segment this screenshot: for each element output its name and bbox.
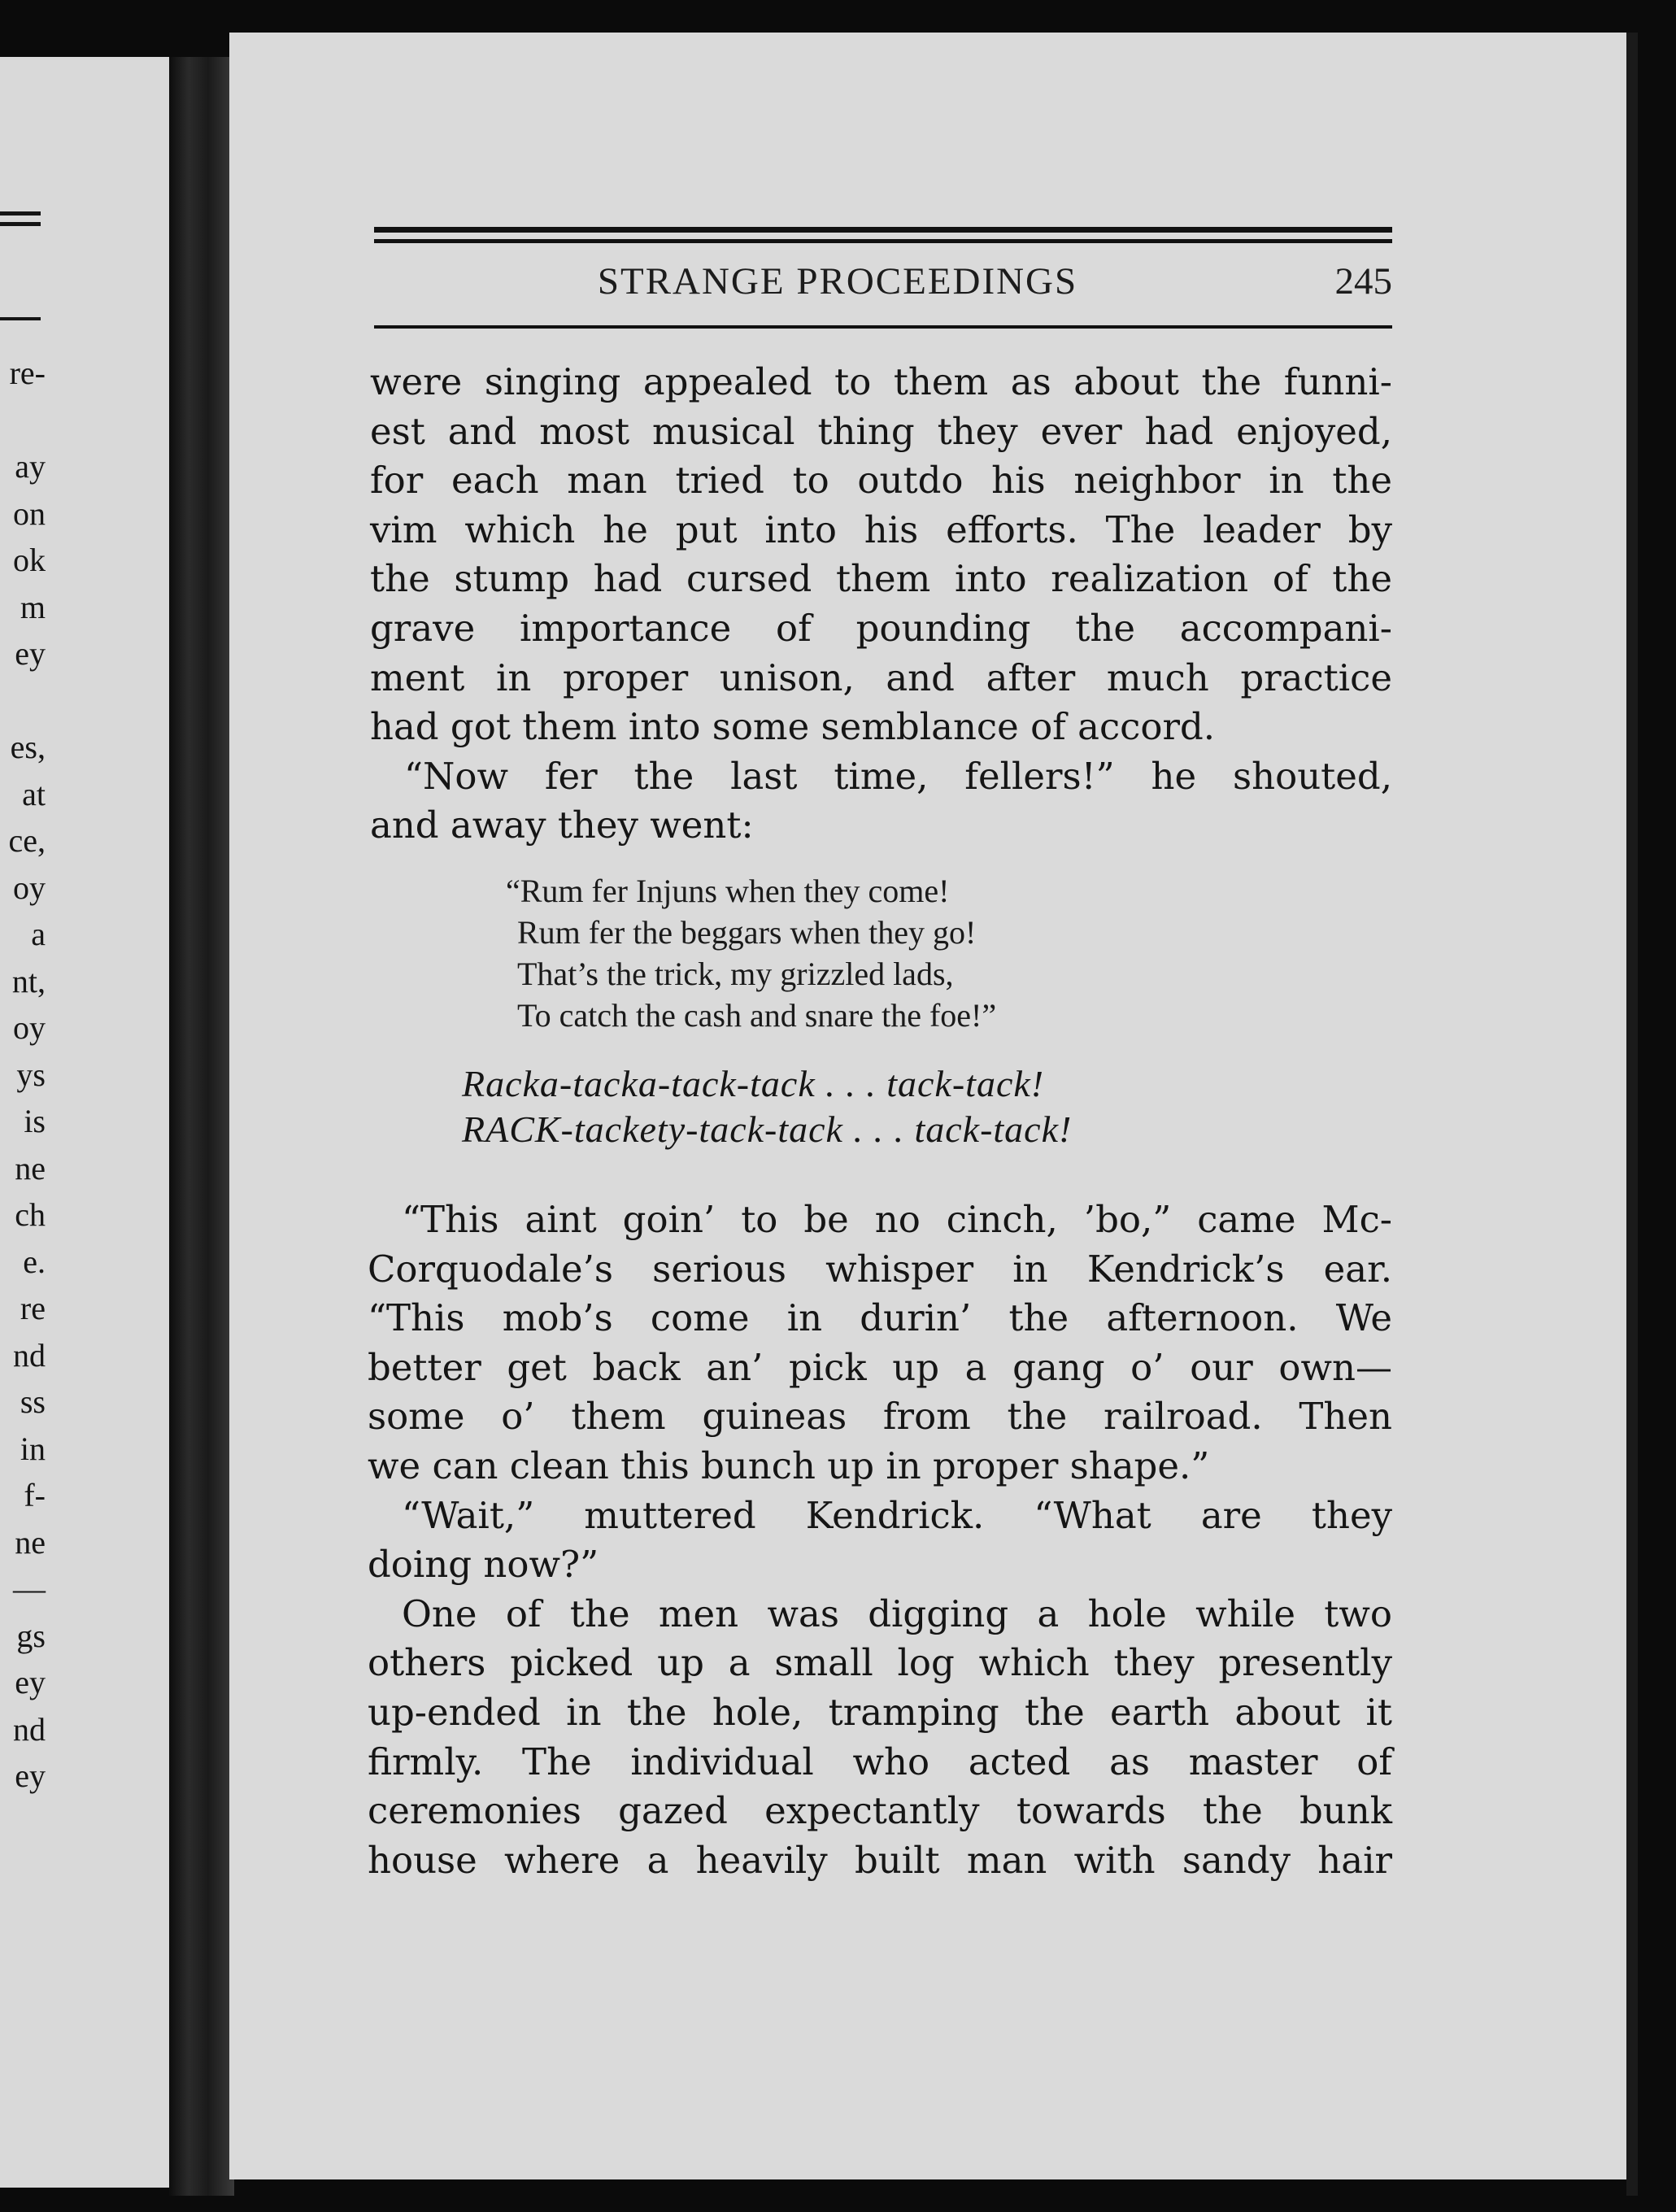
text-line: ceremonies gazed expectantly towards the bunk: [368, 1789, 1392, 1833]
left-page-fragment: [0, 397, 46, 444]
left-page-fragment: oy: [13, 1009, 46, 1046]
text-line: for each man tried to outdo his neighbor in the: [370, 459, 1392, 503]
paragraph-2: [370, 752, 1392, 851]
book-binding-gutter: [169, 57, 234, 2196]
left-page-fragment: nt,: [11, 962, 46, 999]
text-line: the stump had cursed them into realization of the: [370, 557, 1392, 601]
header-double-rule-top: [374, 227, 1392, 233]
left-page-fragment: —: [13, 1570, 46, 1607]
left-page-fragment: ch: [15, 1196, 46, 1233]
left-page-rule-top: [0, 211, 41, 216]
left-page-fragment: f-: [24, 1477, 46, 1513]
text-line: house where a heavily built man with sandy hair: [368, 1838, 1392, 1882]
text-line: others picked up a small log which they presently: [368, 1641, 1392, 1685]
text-line: vim which he put into his efforts. The leader by: [370, 507, 1392, 551]
text-line: est and most musical thing they ever had enjoyed,: [370, 409, 1392, 453]
header-double-rule-bottom: [374, 239, 1392, 243]
left-page-fragment: e.: [23, 1243, 46, 1280]
running-head: STRANGE PROCEEDINGS: [597, 260, 1078, 303]
left-page-fragment: ok: [13, 542, 46, 578]
left-page-fragment: gs: [16, 1617, 46, 1654]
left-page-fragment: oy: [13, 869, 46, 906]
body-text-top: [370, 358, 1392, 851]
text-line: we can clean this bunch up in proper shape.”: [368, 1443, 1210, 1487]
left-page-text-fragments: [0, 350, 46, 1800]
refrain-line: Racka-tacka-tack-tack . . . tack-tack!: [462, 1063, 1045, 1104]
paragraph-3: [368, 1195, 1392, 1491]
text-line: some o’ them guineas from the railroad. Then: [368, 1395, 1392, 1439]
left-page-fragment: es,: [10, 729, 46, 765]
text-line: ment in proper unison, and after much practice: [370, 655, 1392, 699]
verse-line: “Rum fer Injuns when they come!: [506, 873, 950, 909]
text-line: “Wait,” muttered Kendrick. “What are they: [402, 1493, 1392, 1537]
page-number: 245: [1334, 260, 1392, 303]
header-underline-rule: [374, 325, 1392, 329]
text-line: up-ended in the hole, tramping the earth about it: [368, 1690, 1392, 1734]
text-line: “This mob’s come in durin’ the afternoon. We: [368, 1296, 1392, 1340]
paragraph-1: [370, 358, 1392, 752]
left-page-fragment: ey: [15, 1757, 46, 1794]
left-page-fragment: ne: [15, 1149, 46, 1187]
text-line: and away they went:: [370, 803, 754, 847]
text-line: “This aint goin’ to be no cinch, ’bo,” came Mc-: [402, 1198, 1392, 1241]
left-page-fragment: at: [22, 775, 46, 812]
left-page-fragment: in: [20, 1430, 46, 1467]
paragraph-5: [368, 1590, 1392, 1886]
page-header: [374, 224, 1392, 346]
left-page-fragment: ys: [16, 1056, 46, 1093]
left-page-fragment: ne: [15, 1523, 46, 1561]
paragraph-4: [368, 1491, 1392, 1590]
left-page-fragment: ey: [15, 1664, 46, 1700]
left-page-fragment: ey: [15, 635, 46, 672]
page-edge: [1626, 33, 1638, 2196]
text-line: doing now?”: [368, 1543, 599, 1587]
text-line: firmly. The individual who acted as master of: [368, 1740, 1392, 1783]
text-line: were singing appealed to them as about the funni-: [370, 360, 1392, 403]
body-text-bottom: [368, 1195, 1392, 1885]
verse-line: That’s the trick, my grizzled lads,: [517, 956, 954, 992]
text-line: “Now fer the last time, fellers!” he shouted,: [404, 754, 1392, 798]
text-line: better get back an’ pick up a gang o’ our own—: [368, 1345, 1392, 1389]
left-page-fragment: nd: [13, 1710, 46, 1748]
text-line: grave importance of pounding the accompani-: [370, 606, 1392, 650]
left-page-fragment: nd: [13, 1336, 46, 1374]
left-page-fragment: ay: [15, 448, 46, 485]
left-page-fragment: ss: [20, 1383, 46, 1420]
left-page-fragment: m: [20, 588, 46, 625]
verse-line: To catch the cash and snare the foe!”: [517, 997, 997, 1034]
left-page-fragment: a: [31, 916, 46, 952]
left-page-fragment: is: [24, 1103, 46, 1139]
left-page-fragment: re-: [9, 355, 46, 391]
left-page-fragment: [0, 677, 46, 725]
refrain-line: RACK-tackety-tack-tack . . . tack-tack!: [462, 1108, 1073, 1150]
verse-line: Rum fer the beggars when they go!: [517, 914, 977, 951]
left-page-rule-bottom: [0, 317, 41, 320]
text-line: One of the men was digging a hole while two: [402, 1592, 1392, 1635]
verse-block: [506, 870, 1238, 1036]
refrain-block: [462, 1061, 1356, 1152]
left-page-fragment: ce,: [8, 822, 46, 859]
left-page-fragment: on: [13, 494, 46, 532]
left-page-fragment: re: [20, 1290, 46, 1326]
text-line: Corquodale’s serious whisper in Kendrick’s ear.: [368, 1247, 1392, 1291]
text-line: had got them into some semblance of accord.: [370, 705, 1216, 749]
left-page-rule-top-2: [0, 222, 41, 226]
